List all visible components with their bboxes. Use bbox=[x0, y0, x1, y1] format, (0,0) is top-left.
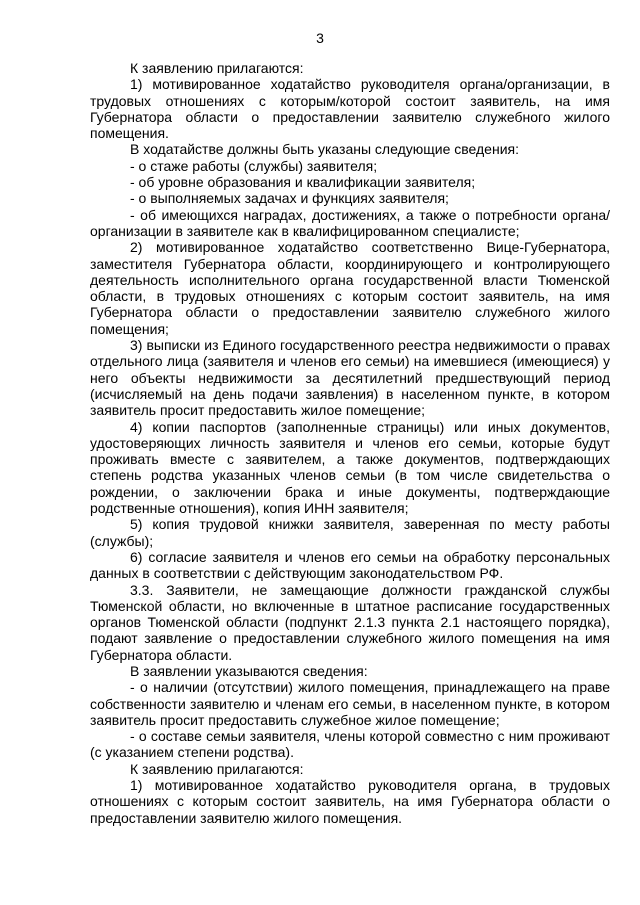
paragraph-bullet-experience: - о стаже работы (службы) заявителя; bbox=[130, 157, 378, 174]
paragraph-item-1-petition: 1) мотивированное ходатайство руководителя органа/организации, в трудовых отношениях с которым/которой состоит заявитель, на имя Губернатора области о предоставлении заявителю служебного жилого помещения. bbox=[90, 76, 610, 142]
paragraph-section-3-3: 3.3. Заявители, не замещающие должности гражданской службы Тюменской области, но включенные в штатное расписание государственных органов Тюменской области (подпункт 2.1.3 пункта 2.1 настоящего порядка), подают заявление о предоставлении служебного жилого помещения на имя Губернатора области. bbox=[90, 581, 610, 663]
paragraph-bullet-awards: - об имеющихся наградах, достижениях, а также о потребности органа/организации в заявителе как в квалифицированном специалисте; bbox=[90, 206, 610, 239]
paragraph-petition-info-heading: В ходатайстве должны быть указаны следующие сведения: bbox=[130, 141, 519, 158]
paragraph-item-1-petition-2: 1) мотивированное ходатайство руководителя органа, в трудовых отношениях с которым состоит заявитель, на имя Губернатора области о предоставлении заявителю жилого помещения. bbox=[90, 777, 610, 826]
paragraph-item-3-extracts: 3) выписки из Единого государственного реестра недвижимости о правах отдельного лица (заявителя и членов его семьи) на имевшиеся (имеющиеся) у него объекты недвижимости за десятилетний предшествующий период (исчисляемый на день подачи заявления) в населенном пункте, в котором заявитель просит предоставить жилое помещение; bbox=[90, 337, 610, 419]
paragraph-bullet-family: - о составе семьи заявителя, члены которой совместно с ним проживают (с указанием степени родства). bbox=[90, 728, 610, 761]
paragraph-application-info-heading: В заявлении указываются сведения: bbox=[130, 662, 368, 679]
paragraph-item-2-petition: 2) мотивированное ходатайство соответственно Вице-Губернатора, заместителя Губернатора области, координирующего и контролирующего деятельность исполнительного органа государственной власти Тюменской области, в трудовых отношениях с которым состоит заявитель, на имя Губернатора области о предоставлении заявителю служебного жилого помещения; bbox=[90, 239, 610, 337]
document-body bbox=[90, 60, 610, 826]
paragraph-attachments-heading: К заявлению прилагаются: bbox=[130, 60, 304, 76]
paragraph-item-6-consent: 6) согласие заявителя и членов его семьи на обработку персональных данных в соответствии с действующим законодательством РФ. bbox=[90, 548, 610, 582]
paragraph-item-5-workbook: 5) копия трудовой книжки заявителя, заверенная по месту работы (службы); bbox=[90, 516, 610, 549]
paragraph-bullet-education: - об уровне образования и квалификации заявителя; bbox=[130, 174, 476, 191]
paragraph-bullet-housing: - о наличии (отсутствии) жилого помещения, принадлежащего на праве собственности заявителю и членам его семьи, в населенном пункте, в котором заявитель просит предоставить служебное жилое помещение; bbox=[90, 679, 610, 728]
page-number: 3 bbox=[316, 30, 324, 46]
paragraph-bullet-tasks: - о выполняемых задачах и функциях заявителя; bbox=[130, 190, 449, 207]
paragraph-item-4-passports: 4) копии паспортов (заполненные страницы) или иных документов, удостоверяющих личность заявителя и членов его семьи, которые будут проживать вместе с заявителем, а также документов, подтверждающих степень родства указанных членов семьи (в том числе свидетельства о рождении, о заключении брака и иные документы, подтверждающие родственные отношения), копия ИНН заявителя; bbox=[90, 418, 610, 517]
paragraph-attachments-heading-2: К заявлению прилагаются: bbox=[130, 760, 304, 777]
